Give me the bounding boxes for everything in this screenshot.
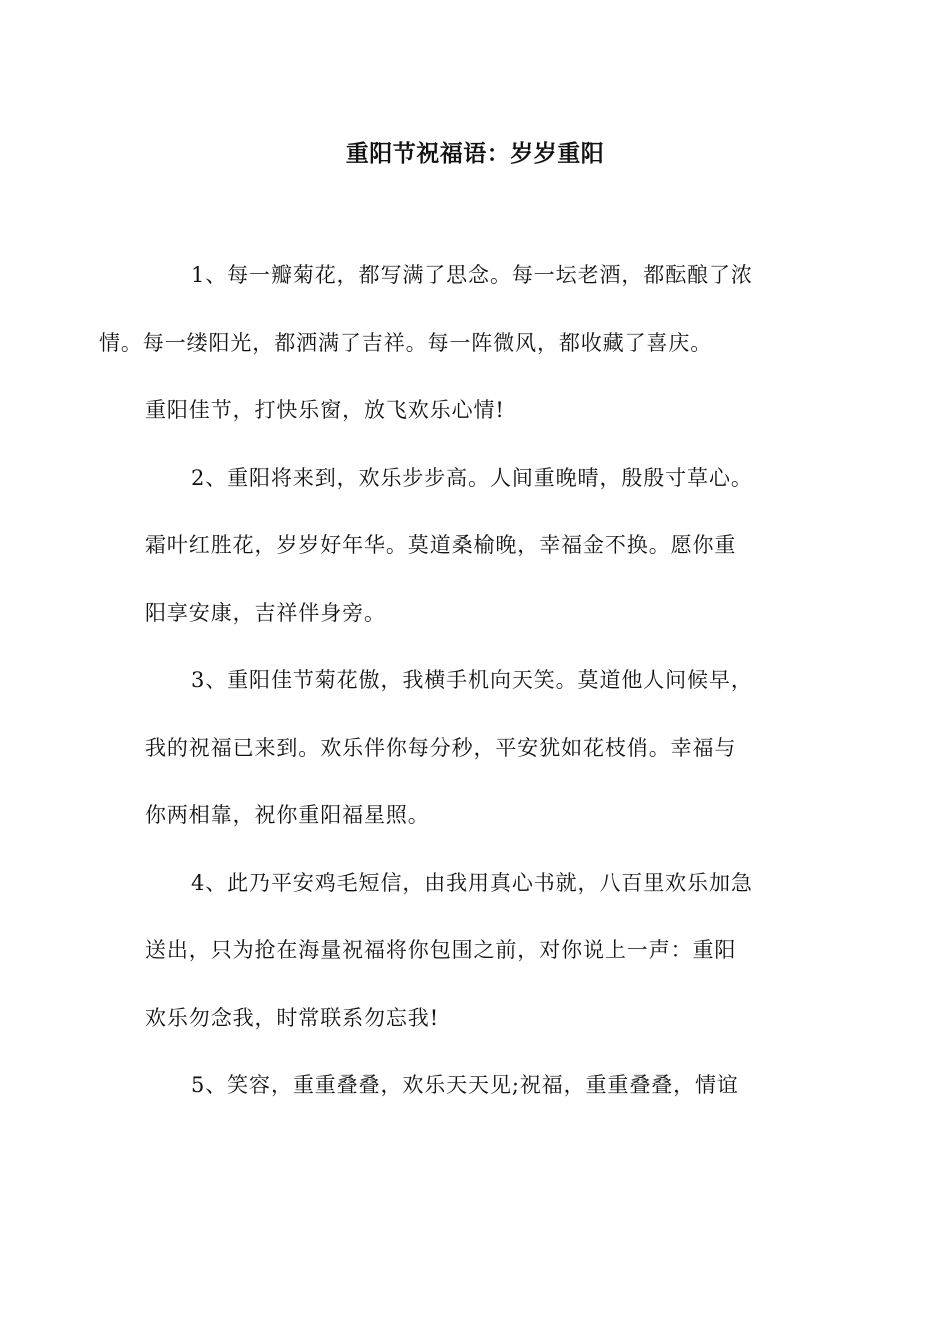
paragraph-line: 阳享安康，吉祥伴身旁。: [145, 600, 386, 625]
paragraph-4: [145, 850, 810, 1053]
paragraph-line: 我的祝福已来到。欢乐伴你每分秒，平安犹如花枝俏。幸福与: [145, 735, 737, 760]
paragraph-1: [99, 242, 810, 445]
paragraph-2: [145, 445, 810, 648]
paragraph-line: 霜叶红胜花，岁岁好年华。莫道桑榆晚，幸福金不换。愿你重: [145, 533, 737, 557]
paragraph-5: [145, 1052, 810, 1120]
paragraph-line: 情。每一缕阳光，都洒满了吉祥。每一阵微风，都收藏了喜庆。: [99, 330, 713, 355]
paragraph-line: 1、每一瓣菊花，都写满了思念。每一坛老酒，都酝酿了浓: [191, 263, 753, 287]
paragraph-line: 你两相靠，祝你重阳福星照。: [145, 803, 430, 827]
paragraph-line: 重阳佳节，打快乐窗，放飞欢乐心情!: [145, 398, 505, 422]
document-body: [99, 242, 810, 1120]
paragraph-3: [145, 647, 810, 850]
paragraph-line: 4、此乃平安鸡毛短信，由我用真心书就，八百里欢乐加急: [191, 870, 753, 895]
paragraph-line: 3、重阳佳节菊花傲，我横手机向天笑。莫道他人问候早，: [191, 668, 753, 692]
document-title: 重阳节祝福语：岁岁重阳: [345, 140, 605, 167]
paragraph-line: 2、重阳将来到，欢乐步步高。人间重晚晴，殷殷寸草心。: [191, 465, 753, 490]
paragraph-line: 5、笑容，重重叠叠，欢乐天天见;祝福，重重叠叠，情谊: [191, 1073, 739, 1097]
paragraph-line: 欢乐勿念我，时常联系勿忘我!: [145, 1005, 440, 1030]
paragraph-line: 送出，只为抢在海量祝福将你包围之前，对你说上一声：重阳: [145, 938, 737, 962]
